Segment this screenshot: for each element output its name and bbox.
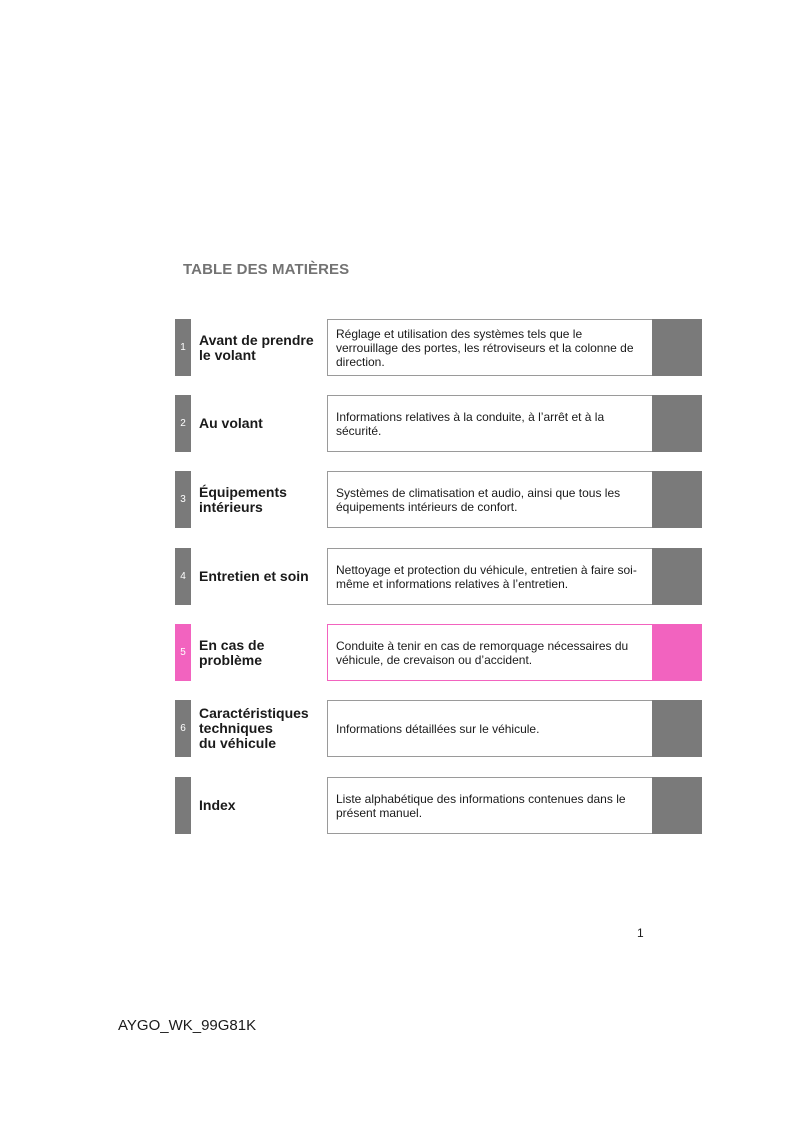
chapter-description: Systèmes de climatisation et audio, ainsi que tous les équipements intérieurs de confort. bbox=[336, 485, 621, 514]
toc-row-index[interactable] bbox=[175, 777, 702, 834]
chapter-number-tab: 1 bbox=[175, 319, 191, 376]
chapter-number-tab: 6 bbox=[175, 700, 191, 757]
toc-row-6[interactable] bbox=[175, 700, 702, 757]
thumb-index-tab[interactable] bbox=[652, 700, 702, 757]
chapter-description: Informations détaillées sur le véhicule. bbox=[336, 721, 540, 736]
toc-row-2[interactable] bbox=[175, 395, 702, 452]
page-number: 1 bbox=[637, 926, 644, 940]
chapter-description: Nettoyage et protection du véhicule, entretien à faire soi-même et informations relatives à l’entretien. bbox=[336, 562, 637, 591]
chapter-number-tab: 2 bbox=[175, 395, 191, 452]
thumb-index-tab[interactable] bbox=[652, 624, 702, 681]
chapter-number-tab bbox=[175, 777, 191, 834]
chapter-title[interactable]: Index bbox=[199, 797, 236, 813]
chapter-title[interactable]: Caractéristiques techniques du véhicule bbox=[199, 705, 309, 751]
chapter-number-tab: 3 bbox=[175, 471, 191, 528]
chapter-description-box bbox=[327, 395, 652, 452]
chapter-description: Conduite à tenir en cas de remorquage nécessaires du véhicule, de crevaison ou d’accident. bbox=[336, 638, 629, 667]
toc-row-3[interactable] bbox=[175, 471, 702, 528]
chapter-title[interactable]: Entretien et soin bbox=[199, 568, 309, 584]
document-code: AYGO_WK_99G81K bbox=[118, 1017, 257, 1034]
chapter-title[interactable]: Équipements intérieurs bbox=[199, 483, 287, 515]
chapter-title[interactable]: En cas de problème bbox=[199, 636, 265, 668]
chapter-number-tab: 4 bbox=[175, 548, 191, 605]
chapter-description-box bbox=[327, 548, 652, 605]
chapter-description-box bbox=[327, 319, 652, 376]
thumb-index-tab[interactable] bbox=[652, 319, 702, 376]
thumb-index-tab[interactable] bbox=[652, 548, 702, 605]
chapter-description-box bbox=[327, 777, 652, 834]
chapter-description: Liste alphabétique des informations contenues dans le présent manuel. bbox=[336, 791, 626, 820]
chapter-description-box bbox=[327, 624, 652, 681]
thumb-index-tab[interactable] bbox=[652, 471, 702, 528]
chapter-number-tab: 5 bbox=[175, 624, 191, 681]
chapter-title[interactable]: Au volant bbox=[199, 415, 263, 431]
chapter-description: Réglage et utilisation des systèmes tels que le verrouillage des portes, les rétroviseurs et la colonne de direction. bbox=[336, 326, 634, 369]
thumb-index-tab[interactable] bbox=[652, 777, 702, 834]
toc-row-4[interactable] bbox=[175, 548, 702, 605]
chapter-description-box bbox=[327, 471, 652, 528]
chapter-description: Informations relatives à la conduite, à l’arrêt et à la sécurité. bbox=[336, 409, 605, 438]
thumb-index-tab[interactable] bbox=[652, 395, 702, 452]
chapter-description-box bbox=[327, 700, 652, 757]
page-title: TABLE DES MATIÈRES bbox=[183, 261, 350, 278]
toc-row-1[interactable] bbox=[175, 319, 702, 376]
chapter-title[interactable]: Avant de prendre le volant bbox=[199, 331, 314, 363]
toc-row-5[interactable] bbox=[175, 624, 702, 681]
